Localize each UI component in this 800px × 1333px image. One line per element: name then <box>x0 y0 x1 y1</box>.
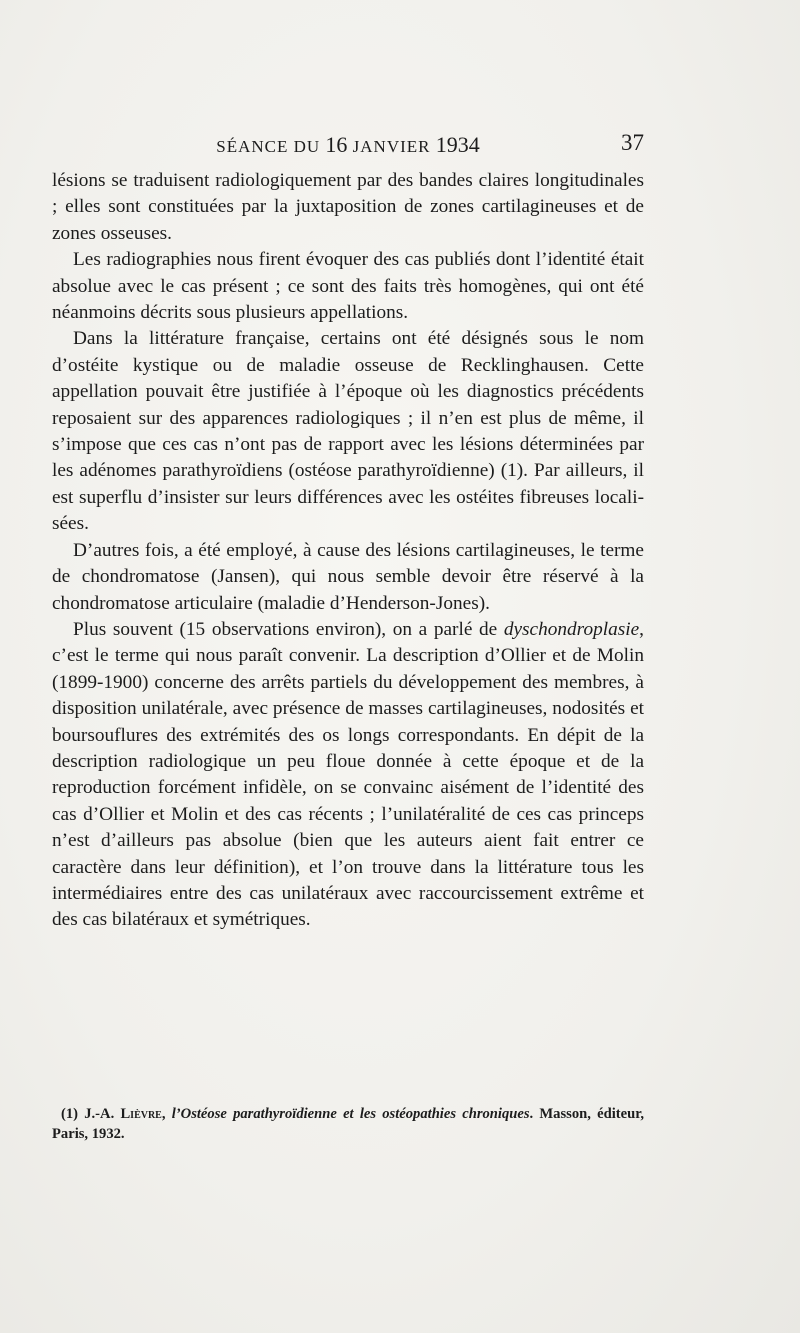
running-head-month: JANVIER <box>347 137 436 156</box>
running-head <box>52 132 644 158</box>
footnote-author: Lièvre <box>120 1106 162 1122</box>
footnote-publisher: . Masson, éditeur, Paris, 1932. <box>52 1106 645 1142</box>
paragraph-5-term: dyschondroplasie <box>503 618 640 640</box>
footnote-title: l’Ostéose parathyroïdienne et les ostéopathies chroniques <box>171 1106 530 1122</box>
paragraph-3: Dans la littérature française, certains ont été désignés sous le nom d’ostéite kystique ou de maladie osseuse de Recklinghausen. Cette appellation pouvait être justifiée à l’époque où les diagnostics précédents reposaient sur des apparences radiologiques ; il n’en est plus de même, il s’impose que ces cas n’ont pas de rapport avec les lésions déterminées par les adénomes parathyroïdiens (ostéose parathyroïdienne) (1). Par ailleurs, il est superflu d’insister sur leurs différences avec les ostéites fibreuses localisées. <box>52 328 644 535</box>
footnote-marker: (1) J.-A. <box>61 1106 121 1122</box>
page-number: 37 <box>621 130 644 155</box>
footnote <box>52 1104 644 1144</box>
paragraph-2: Les radiographies nous firent évoquer des cas publiés dont l’identité était absolue avec le cas présent ; ce sont des faits très homogènes, qui ont été néanmoins décrits sous plusieurs appellations. <box>52 249 644 324</box>
running-head-day: 16 <box>325 132 348 157</box>
paragraph-5-rest: , c’est le terme qui nous paraît convenir. La description d’Ollier et de Molin (1899-1900) concerne des arrêts partiels du développement des membres, à disposition unilatérale, avec présence de masses cartilagineuses, nodosités et boursouflures des extrémités des os longs correspondants. En dépit de la description radiologique un peu floue donnée à cette époque et de la reproduction forcément infidèle, on se convainc aisément de l’identité des cas d’Ollier et Molin et des cas récents ; l’unilatéralité de ces cas princeps n’est d’ailleurs pas absolue (bien que les auteurs aient fait entrer ce caractère dans leur définition), et l’on trouve dans la littérature tous les intermédiaires entre des cas unilatéraux avec raccourcissement extrême et des cas bilatéraux et symétriques. <box>52 618 644 931</box>
paragraph-5 <box>52 617 644 934</box>
paragraph-4: D’autres fois, a été employé, à cause des lésions cartilagineuses, le terme de chondromatose (Jansen), qui nous semble devoir être réservé à la chondromatose articulaire (maladie d’Henderson-Jones). <box>52 539 644 614</box>
body-text <box>52 168 644 934</box>
paragraph-1: lésions se traduisent radiologiquement par des bandes claires longitudinales ; elles sont constituées par la juxtaposition de zones cartilagineuses et de zones osseuses. <box>52 170 644 244</box>
page-header <box>52 128 644 160</box>
footnote-separator: , <box>161 1106 172 1122</box>
running-head-year: 1934 <box>435 132 480 157</box>
paragraph-5-start: Plus souvent (15 observations environ), on a parlé de <box>73 618 504 640</box>
running-head-prefix: SÉANCE DU <box>216 137 326 156</box>
